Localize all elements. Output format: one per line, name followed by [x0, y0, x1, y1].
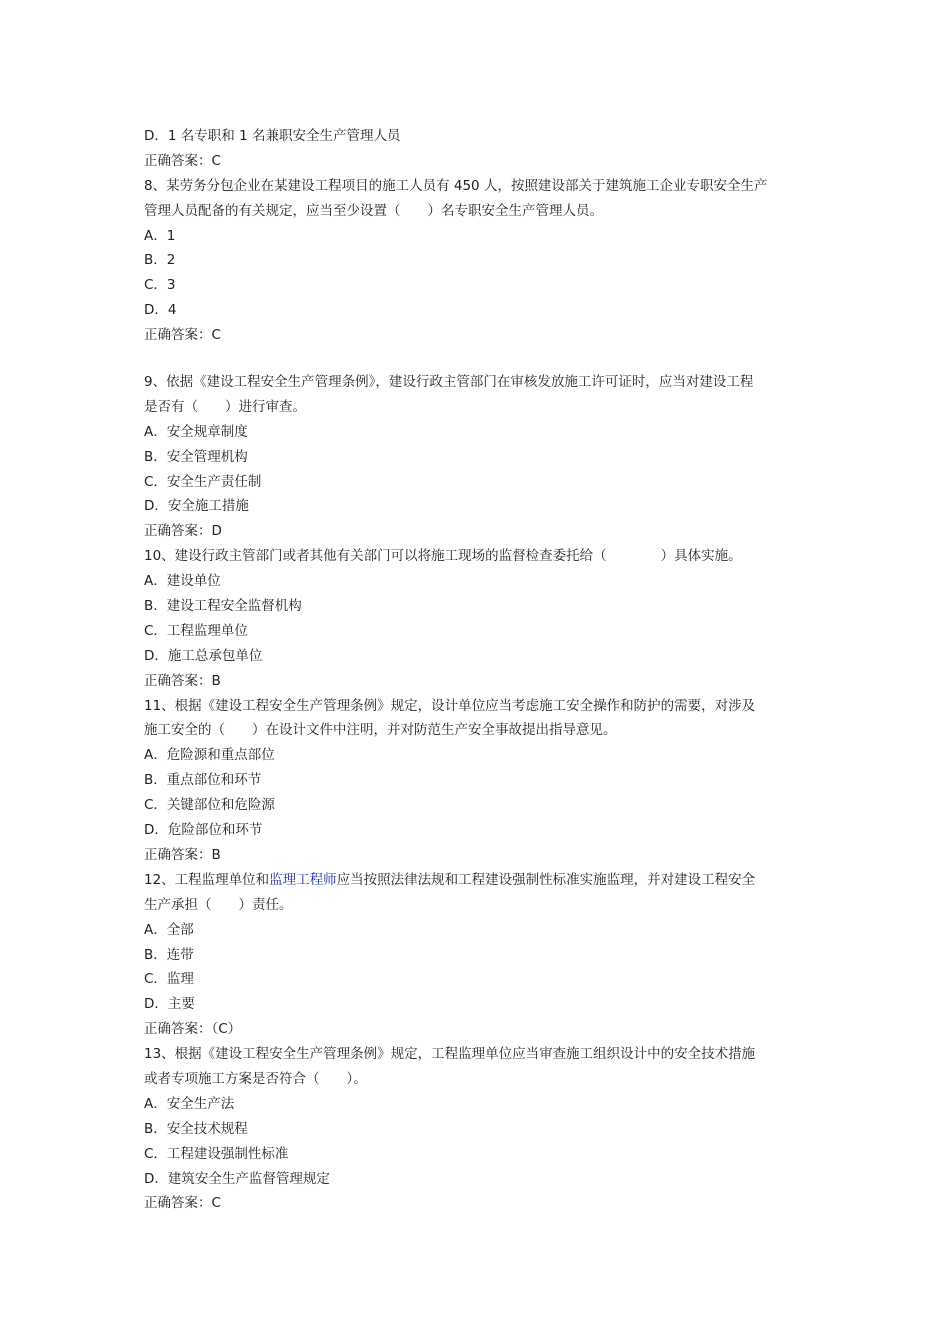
q12-option-d: D．主要 [144, 996, 195, 1013]
q9-option-a: A．安全规章制度 [144, 423, 248, 440]
q10-option-a: A．建设单位 [144, 573, 221, 590]
q12-option-b: B．连带 [144, 946, 194, 963]
q11-stem-line1: 11、根据《建设工程安全生产管理条例》规定，设计单位应当考虑施工安全操作和防护的需要，对涉及 [144, 697, 756, 714]
q10-option-b: B．建设工程安全监督机构 [144, 598, 302, 615]
q13-stem-line2: 或者专项施工方案是否符合（ ）。 [144, 1070, 367, 1087]
document-page [144, 124, 824, 1216]
q8-option-a: A．1 [144, 227, 176, 244]
q8-answer: 正确答案：C [144, 327, 221, 344]
q12-option-a: A．全部 [144, 921, 194, 938]
q13-option-b: B．安全技术规程 [144, 1120, 248, 1137]
q7-option-d: D．1 名专职和 1 名兼职安全生产管理人员 [144, 128, 401, 144]
q12-stem-prefix: 12、工程监理单位和 [144, 871, 270, 888]
q13-answer: 正确答案：C [144, 1195, 221, 1212]
q11-option-b: B．重点部位和环节 [144, 772, 262, 789]
q9-option-c: C．安全生产责任制 [144, 473, 262, 490]
q13-option-a: A．安全生产法 [144, 1095, 235, 1112]
q8-stem-line2: 管理人员配备的有关规定，应当至少设置（ ）名专职安全生产管理人员。 [144, 202, 603, 219]
q9-stem-line2: 是否有（ ）进行审查。 [144, 398, 306, 415]
q10-option-d: D．施工总承包单位 [144, 647, 263, 664]
q10-option-c: C．工程监理单位 [144, 622, 248, 639]
q8-stem-line1: 8、某劳务分包企业在某建设工程项目的施工人员有 450 人，按照建设部关于建筑施工企业专职安全生产 [144, 177, 768, 194]
q8-option-b: B．2 [144, 252, 176, 269]
q11-option-c: C．关键部位和危险源 [144, 797, 275, 814]
q13-stem-line1: 13、根据《建设工程安全生产管理条例》规定，工程监理单位应当审查施工组织设计中的安全技术措施 [144, 1046, 756, 1063]
q10-stem-line1: 10、建设行政主管部门或者其他有关部门可以将施工现场的监督检查委托给（ ）具体实施。 [144, 548, 742, 565]
q8-option-d: D．4 [144, 302, 177, 319]
q9-option-b: B．安全管理机构 [144, 448, 248, 465]
q9-answer: 正确答案：D [144, 523, 222, 540]
q8-option-c: C．3 [144, 277, 176, 294]
paragraph-gap [144, 348, 824, 370]
q12-option-c: C．监理 [144, 971, 194, 988]
supervising-engineer-link[interactable]: 监理工程师 [269, 871, 337, 888]
q12-answer: 正确答案：（C） [144, 1021, 242, 1038]
q11-answer: 正确答案：B [144, 846, 221, 863]
q13-option-d: D．建筑安全生产监督管理规定 [144, 1170, 330, 1187]
q11-option-a: A．危险源和重点部位 [144, 747, 275, 764]
q13-option-c: C．工程建设强制性标准 [144, 1145, 289, 1162]
q11-stem-line2: 施工安全的（ ）在设计文件中注明，并对防范生产安全事故提出指导意见。 [144, 722, 617, 739]
q9-option-d: D．安全施工措施 [144, 498, 249, 515]
q11-option-d: D．危险部位和环节 [144, 822, 263, 839]
q7-answer: 正确答案：C [144, 152, 221, 169]
q12-stem-suffix: 应当按照法律法规和工程建设强制性标准实施监理，并对建设工程安全 [336, 871, 756, 888]
q12-stem-line2: 生产承担（ ）责任。 [144, 896, 293, 913]
q10-answer: 正确答案：B [144, 672, 221, 689]
q12-stem-line1 [144, 868, 824, 893]
q9-stem-line1: 9、依据《建设工程安全生产管理条例》，建设行政主管部门在审核发放施工许可证时，应当对建设工程 [144, 374, 754, 391]
